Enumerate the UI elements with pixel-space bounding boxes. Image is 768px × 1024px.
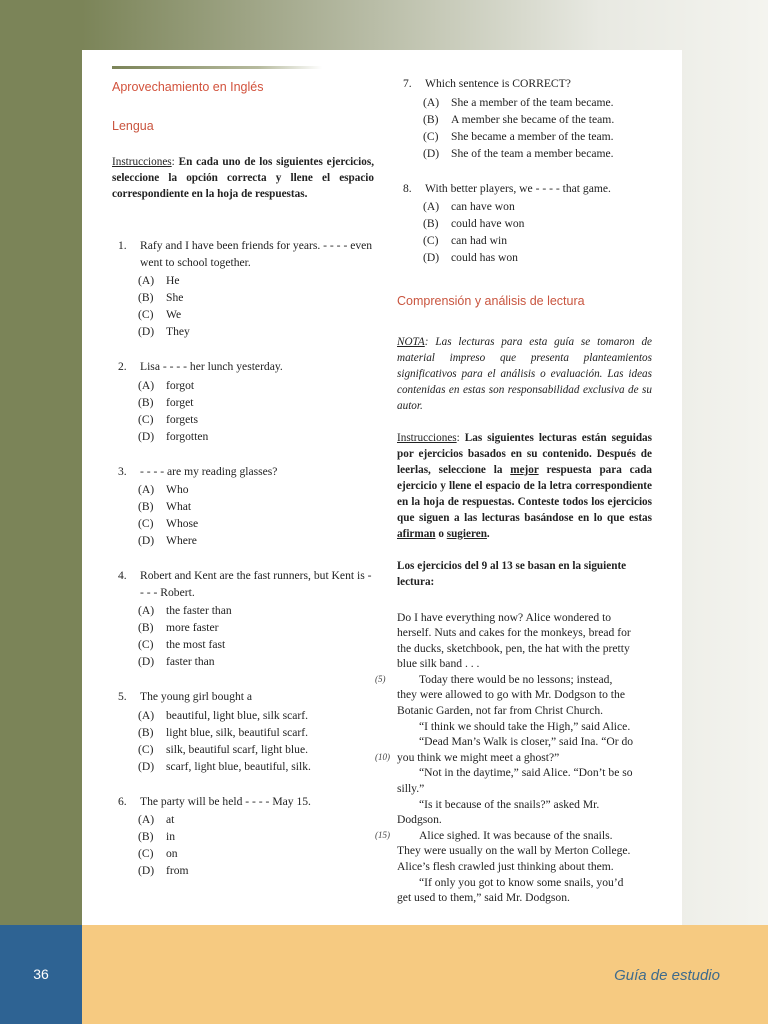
option-letter: (D) xyxy=(138,759,155,773)
passage-line-text: herself. Nuts and cakes for the monkeys, bread for xyxy=(397,626,631,640)
passage-line xyxy=(397,812,652,828)
option-text: from xyxy=(166,864,189,877)
answer-option xyxy=(423,216,652,233)
reading-instr-body xyxy=(397,432,652,540)
option-text: at xyxy=(166,813,175,826)
passage-line xyxy=(397,625,652,641)
option-text: can had win xyxy=(451,234,508,247)
answer-options xyxy=(112,708,374,776)
question-stem xyxy=(397,76,652,93)
subsection-title: Lengua xyxy=(112,118,154,133)
option-text: She became a member of the team. xyxy=(451,129,614,143)
answer-option xyxy=(423,199,652,216)
passage-line xyxy=(397,765,652,781)
answer-options xyxy=(112,482,374,550)
option-letter: (C) xyxy=(138,742,154,756)
option-letter: (C) xyxy=(423,129,439,143)
reading-instr-part1: Las siguientes lecturas están seguidas por ejercicios basados en su contenido. Después de leerlas, seleccione la xyxy=(397,431,653,476)
passage-line-text: you think we might meet a ghost?” xyxy=(397,750,560,764)
option-text: She xyxy=(166,291,184,304)
answer-options xyxy=(397,199,652,267)
answer-option xyxy=(138,603,374,620)
option-letter: (D) xyxy=(138,655,155,668)
answer-option xyxy=(423,112,652,129)
option-text: Whose xyxy=(166,517,199,530)
passage-line xyxy=(397,703,652,719)
option-text: in xyxy=(166,830,176,843)
option-text: forget xyxy=(166,395,194,409)
passage-line xyxy=(397,859,652,875)
reading-instr-part4: . xyxy=(486,527,490,540)
option-text: forgets xyxy=(166,412,198,426)
option-letter: (C) xyxy=(138,412,154,426)
option-text: She of the team a member became. xyxy=(451,146,614,160)
option-letter: (D) xyxy=(423,251,440,264)
passage-line-text: silly.” xyxy=(397,782,425,796)
question-text: The young girl bought a xyxy=(140,690,253,703)
passage-line-text: Dodgson. xyxy=(397,813,442,827)
option-letter: (A) xyxy=(138,274,155,287)
answer-option xyxy=(138,637,374,654)
answer-option xyxy=(138,429,374,446)
option-letter: (C) xyxy=(138,308,154,321)
answer-option xyxy=(138,516,374,533)
question-item xyxy=(112,464,374,551)
option-letter: (A) xyxy=(423,200,440,213)
answer-option xyxy=(138,725,374,742)
question-text: Robert and Kent are the fast runners, but Kent is - - - - Robert. xyxy=(140,569,372,599)
question-list-right xyxy=(397,76,652,267)
option-text: beautiful, light blue, silk scarf. xyxy=(166,708,308,722)
reading-instr-label: Instrucciones xyxy=(397,431,457,444)
option-text: What xyxy=(166,500,192,513)
instructions-text: En cada uno de los siguientes ejercicios, seleccione la opción correcta y llene el espacio correspondiente en la hoja de respuestas. xyxy=(112,156,374,200)
answer-option xyxy=(138,846,374,863)
passage-line-text: “Dead Man’s Walk is closer,” said Ina. “Or do xyxy=(419,735,634,749)
option-letter: (D) xyxy=(138,429,155,443)
option-letter: (D) xyxy=(138,534,155,547)
question-number: 2. xyxy=(118,360,127,373)
option-letter: (C) xyxy=(138,638,154,651)
option-text: silk, beautiful scarf, light blue. xyxy=(166,742,308,756)
option-text: faster than xyxy=(166,655,215,668)
reading-instr-mejor: mejor xyxy=(510,463,539,476)
answer-option xyxy=(423,129,652,146)
question-number: 3. xyxy=(118,464,127,478)
question-stem xyxy=(112,238,374,271)
question-item xyxy=(397,76,652,163)
instructions-sep: : xyxy=(171,156,175,168)
passage-line-text: “Is it because of the snails?” asked Mr. xyxy=(419,797,600,811)
question-text: Lisa - - - - her lunch yesterday. xyxy=(140,360,283,373)
note-label: NOTA xyxy=(397,335,425,348)
passage-line xyxy=(397,843,652,859)
option-letter: (A) xyxy=(138,708,155,722)
answer-option xyxy=(423,146,652,163)
answer-option xyxy=(423,250,652,267)
line-number: (5) xyxy=(375,673,386,684)
reading-instr-part3: o xyxy=(438,527,444,540)
passage-line-text: get used to them,” said Mr. Dodgson. xyxy=(397,891,570,905)
reading-instr-part2: respuesta para cada ejercicio y llene el espacio de la letra correspondiente en la hoja de respuestas. Conteste todos los ejercicios que siguen a las lecturas basándose en lo que estas xyxy=(397,463,653,524)
answer-option xyxy=(138,620,374,637)
passage-line-text: they were allowed to go with Mr. Dodgson to the xyxy=(397,688,625,702)
answer-option xyxy=(138,812,374,829)
question-number: 4. xyxy=(118,569,127,582)
option-text: She a member of the team became. xyxy=(451,95,614,109)
line-number: (10) xyxy=(375,751,390,762)
option-text: light blue, silk, beautiful scarf. xyxy=(166,725,308,739)
option-text: He xyxy=(166,274,180,287)
option-text: the faster than xyxy=(166,604,232,617)
note-sep: : xyxy=(424,335,429,348)
option-letter: (B) xyxy=(138,395,154,409)
option-text: They xyxy=(166,325,190,338)
passage-line-text: Alice sighed. It was because of the snails. xyxy=(419,828,613,842)
option-text: on xyxy=(166,847,178,860)
passage-line xyxy=(397,656,652,672)
passage-line xyxy=(375,828,652,844)
option-letter: (A) xyxy=(138,813,155,826)
option-letter: (C) xyxy=(138,517,154,530)
answer-option xyxy=(138,742,374,759)
option-text: can have won xyxy=(451,200,515,213)
passage-line xyxy=(397,610,652,626)
option-letter: (D) xyxy=(138,864,155,877)
question-text: Rafy and I have been friends for years. - - - - even went to school together. xyxy=(140,239,373,269)
option-text: could have won xyxy=(451,217,525,230)
answer-option xyxy=(423,95,652,112)
answer-option xyxy=(138,378,374,395)
option-letter: (B) xyxy=(423,112,439,126)
section-title: Aprovechamiento en Inglés xyxy=(112,80,264,94)
option-text: the most fast xyxy=(166,638,226,651)
option-text: A member she became of the team. xyxy=(451,112,615,126)
answer-options xyxy=(112,603,374,671)
passage-line-text: “I think we should take the High,” said Alice. xyxy=(419,719,631,733)
answer-option xyxy=(423,233,652,250)
passage-line xyxy=(397,797,652,813)
footer-guide-title: Guía de estudio xyxy=(614,967,720,984)
left-column xyxy=(112,66,374,880)
instructions-label: Instrucciones xyxy=(112,156,172,168)
passage-line xyxy=(397,687,652,703)
question-number: 1. xyxy=(118,239,127,252)
option-text: could has won xyxy=(451,251,518,264)
line-number: (15) xyxy=(375,829,390,840)
question-number: 6. xyxy=(118,794,127,808)
option-text: forgot xyxy=(166,378,195,392)
reading-passage xyxy=(375,610,652,906)
option-letter: (A) xyxy=(138,483,155,496)
option-text: scarf, light blue, beautiful, silk. xyxy=(166,759,311,773)
question-text: Which sentence is CORRECT? xyxy=(425,77,571,90)
option-letter: (C) xyxy=(138,847,154,860)
reading-instr-sugieren: sugieren xyxy=(446,527,487,540)
option-text: Where xyxy=(166,534,197,547)
question-stem xyxy=(112,568,374,601)
answer-option xyxy=(138,324,374,341)
reading-note xyxy=(397,334,652,414)
question-item xyxy=(112,359,374,446)
reading-section-title: Comprensión y análisis de lectura xyxy=(397,294,585,308)
answer-option xyxy=(138,863,374,880)
option-letter: (B) xyxy=(138,830,154,843)
passage-line xyxy=(397,890,652,906)
question-item xyxy=(112,568,374,671)
header-rule xyxy=(112,66,322,69)
option-text: more faster xyxy=(166,621,219,634)
passage-line-text: Botanic Garden, not far from Christ Church. xyxy=(397,704,604,718)
reading-instr-afirman: afirman xyxy=(397,527,436,540)
answer-options xyxy=(112,812,374,880)
passage-line xyxy=(397,734,652,750)
option-letter: (A) xyxy=(423,95,440,109)
answer-options xyxy=(112,273,374,341)
question-stem xyxy=(112,689,374,706)
left-color-strip xyxy=(0,0,82,925)
option-letter: (A) xyxy=(138,604,155,617)
passage-line xyxy=(375,750,652,766)
option-text: forgotten xyxy=(166,429,209,443)
reading-based-on: Los ejercicios del 9 al 13 se basan en la siguiente lectura: xyxy=(397,559,627,588)
answer-option xyxy=(138,273,374,290)
answer-options xyxy=(112,378,374,446)
question-item xyxy=(112,238,374,341)
question-text: With better players, we - - - - that game. xyxy=(425,181,611,195)
option-letter: (C) xyxy=(423,234,439,247)
option-letter: (B) xyxy=(138,500,154,513)
option-letter: (D) xyxy=(138,325,155,338)
right-column xyxy=(375,76,653,906)
answer-options xyxy=(397,95,652,163)
question-text: - - - - are my reading glasses? xyxy=(140,464,278,478)
answer-option xyxy=(138,395,374,412)
option-letter: (B) xyxy=(423,217,439,230)
passage-line xyxy=(397,781,652,797)
passage-line-text: Today there would be no lessons; instead, xyxy=(419,672,613,686)
answer-option xyxy=(138,708,374,725)
passage-line-text: “If only you got to know some snails, you’d xyxy=(419,875,624,889)
question-item xyxy=(112,794,374,881)
answer-option xyxy=(138,290,374,307)
reading-instructions xyxy=(397,430,652,542)
answer-option xyxy=(138,533,374,550)
question-stem xyxy=(397,181,652,198)
question-stem xyxy=(112,464,374,481)
answer-option xyxy=(138,307,374,324)
option-text: Who xyxy=(166,483,189,496)
passage-line xyxy=(397,875,652,891)
option-letter: (D) xyxy=(423,146,440,160)
answer-option xyxy=(138,654,374,671)
option-letter: (B) xyxy=(138,621,154,634)
option-letter: (A) xyxy=(138,378,155,392)
question-item xyxy=(397,181,652,268)
instructions xyxy=(112,154,374,202)
passage-line-text: blue silk band . . . xyxy=(397,657,480,671)
answer-option xyxy=(138,412,374,429)
note-text: Las lecturas para esta guía se tomaron de material impreso que presenta planteamientos significativos para el análisis o evaluación. Las ideas contenidas en estas son responsabilidad exclusiva de su autor. xyxy=(397,335,653,412)
passage-line xyxy=(397,719,652,735)
answer-option xyxy=(138,829,374,846)
question-stem xyxy=(112,794,374,811)
question-item xyxy=(112,689,374,776)
reading-instr-sep: : xyxy=(456,431,460,444)
page-number: 36 xyxy=(33,966,49,982)
question-number: 8. xyxy=(403,181,412,195)
answer-option xyxy=(138,759,374,776)
answer-option xyxy=(138,482,374,499)
passage-line-text: They were usually on the wall by Merton College. xyxy=(397,844,631,858)
question-number: 7. xyxy=(403,77,412,90)
answer-option xyxy=(138,499,374,516)
question-text: The party will be held - - - - May 15. xyxy=(140,794,311,808)
option-letter: (B) xyxy=(138,725,154,739)
option-text: We xyxy=(166,308,182,321)
passage-line-text: Do I have everything now? Alice wondered to xyxy=(397,610,612,624)
option-letter: (B) xyxy=(138,291,154,304)
passage-line-text: Alice’s flesh crawled just thinking about them. xyxy=(397,860,614,873)
question-number: 5. xyxy=(118,690,127,703)
question-stem xyxy=(112,359,374,376)
question-list-left xyxy=(112,238,374,880)
passage-line xyxy=(375,672,652,688)
passage-line xyxy=(397,641,652,657)
passage-line-text: “Not in the daytime,” said Alice. “Don’t be so xyxy=(419,766,633,780)
passage-line-text: the ducks, sketchbook, pen, the hat with the pretty xyxy=(397,641,630,655)
